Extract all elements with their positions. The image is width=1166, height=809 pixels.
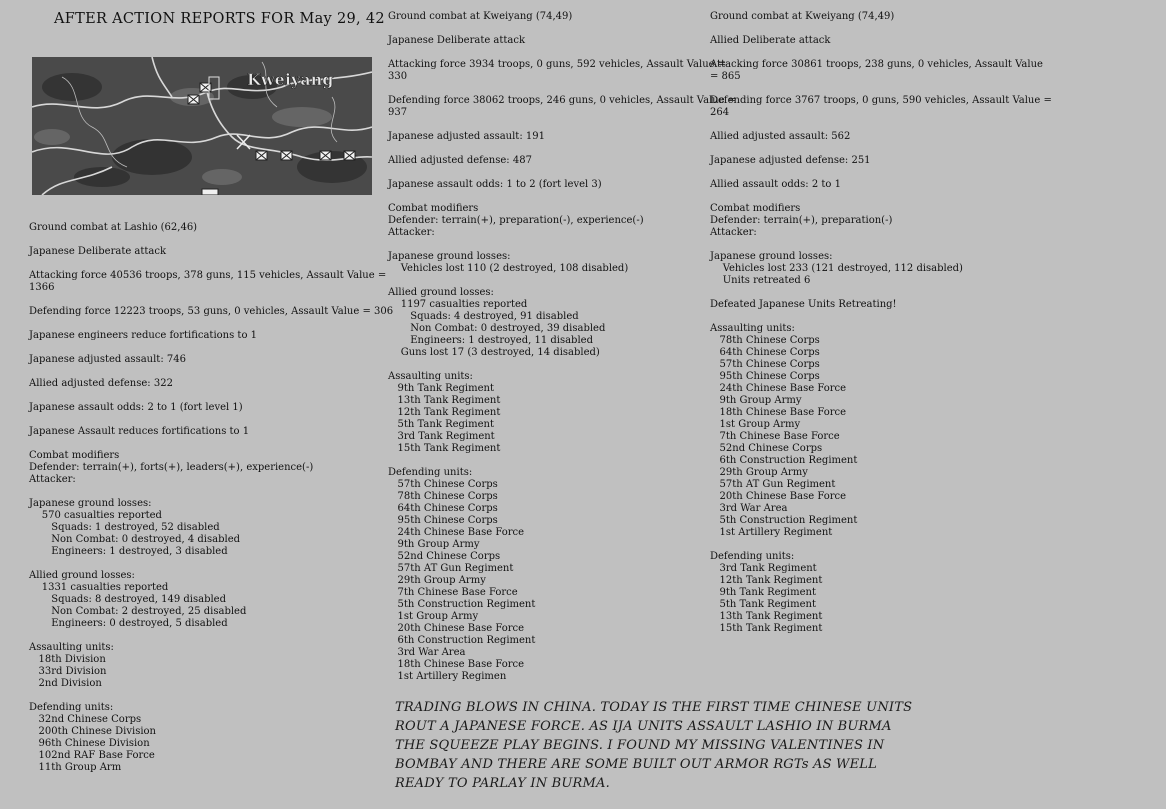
report-line: 1366 xyxy=(29,282,55,293)
report-line: 57th AT Gun Regiment xyxy=(388,563,514,574)
map-terrain xyxy=(32,57,372,195)
spacer xyxy=(710,287,1052,299)
report-line: 18th Chinese Base Force xyxy=(710,407,847,418)
report-line: 12th Tank Regiment xyxy=(388,407,501,418)
spacer xyxy=(710,47,1052,59)
report-line: 52nd Chinese Corps xyxy=(388,551,501,562)
report-line: Units retreated 6 xyxy=(710,275,811,286)
report-line: Japanese ground losses: xyxy=(710,251,833,262)
spacer xyxy=(710,539,1052,551)
report-line: Attacker: xyxy=(29,474,76,485)
report-line: 1st Group Army xyxy=(388,611,479,622)
report-line: Combat modifiers xyxy=(29,450,120,461)
report-line: 3rd War Area xyxy=(388,647,466,658)
report-line: Vehicles lost 233 (121 destroyed, 112 disabled) xyxy=(710,263,963,274)
spacer xyxy=(710,167,1052,179)
report-line: Defender: terrain(+), forts(+), leaders(+), experience(-) xyxy=(29,462,314,473)
report-line: 102nd RAF Base Force xyxy=(29,750,155,761)
spacer xyxy=(388,275,736,287)
report-line: 5th Tank Regiment xyxy=(710,599,816,610)
commentary-line: ROUT A JAPANESE FORCE. AS IJA UNITS ASSAULT LASHIO IN BURMA xyxy=(395,719,892,734)
spacer xyxy=(29,438,393,450)
report-line: 32nd Chinese Corps xyxy=(29,714,142,725)
player-commentary xyxy=(395,698,913,793)
report-line: Defending force 38062 troops, 246 guns, 0 vehicles, Assault Value = xyxy=(388,95,737,106)
spacer xyxy=(29,390,393,402)
report-line: Squads: 4 destroyed, 91 disabled xyxy=(388,311,579,322)
spacer xyxy=(388,23,736,35)
report-line: 1st Artillery Regiment xyxy=(710,527,833,538)
report-line: Combat modifiers xyxy=(710,203,801,214)
report-line: Japanese adjusted defense: 251 xyxy=(710,155,871,166)
report-line: 5th Construction Regiment xyxy=(388,599,536,610)
report-line: Allied Deliberate attack xyxy=(710,35,831,46)
report-line: 29th Group Army xyxy=(388,575,486,586)
report-line: 6th Construction Regiment xyxy=(710,455,858,466)
report-line: 9th Tank Regiment xyxy=(388,383,494,394)
report-line: Japanese adjusted assault: 191 xyxy=(388,131,545,142)
report-line: 9th Group Army xyxy=(710,395,802,406)
kweiyang-japanese-attack-report xyxy=(388,11,736,683)
report-line: Allied assault odds: 2 to 1 xyxy=(710,179,841,190)
report-line: Defending units: xyxy=(710,551,795,562)
report-line: Japanese ground losses: xyxy=(29,498,152,509)
spacer xyxy=(388,191,736,203)
report-line: Squads: 1 destroyed, 52 disabled xyxy=(29,522,220,533)
spacer xyxy=(388,143,736,155)
report-line: Engineers: 0 destroyed, 5 disabled xyxy=(29,618,228,629)
spacer xyxy=(29,630,393,642)
report-line: Attacker: xyxy=(710,227,757,238)
spacer xyxy=(29,690,393,702)
spacer xyxy=(388,83,736,95)
report-line: Japanese Assault reduces fortifications to 1 xyxy=(29,426,250,437)
commentary-line: THE SQUEEZE PLAY BEGINS. I FOUND MY MISSING VALENTINES IN xyxy=(395,738,885,753)
report-line: Assaulting units: xyxy=(388,371,473,382)
report-line: 96th Chinese Division xyxy=(29,738,150,749)
report-line: Japanese ground losses: xyxy=(388,251,511,262)
report-line: Engineers: 1 destroyed, 3 disabled xyxy=(29,546,228,557)
spacer xyxy=(29,258,393,270)
report-line: Attacking force 3934 troops, 0 guns, 592 vehicles, Assault Value = xyxy=(388,59,727,70)
report-line: 3rd Tank Regiment xyxy=(710,563,817,574)
report-line: Non Combat: 0 destroyed, 39 disabled xyxy=(388,323,606,334)
report-line: Ground combat at Lashio (62,46) xyxy=(29,222,198,233)
report-line: 57th Chinese Corps xyxy=(388,479,498,490)
report-line: Squads: 8 destroyed, 149 disabled xyxy=(29,594,227,605)
report-line: Engineers: 1 destroyed, 11 disabled xyxy=(388,335,593,346)
report-line: 57th Chinese Corps xyxy=(710,359,820,370)
report-line: 52nd Chinese Corps xyxy=(710,443,823,454)
report-line: Allied adjusted defense: 322 xyxy=(29,378,173,389)
report-line: 13th Tank Regiment xyxy=(388,395,501,406)
report-line: 5th Construction Regiment xyxy=(710,515,858,526)
report-line: Ground combat at Kweiyang (74,49) xyxy=(388,11,573,22)
kweiyang-allied-attack-report xyxy=(710,11,1052,635)
report-line: Defending units: xyxy=(29,702,114,713)
report-line: 24th Chinese Base Force xyxy=(710,383,847,394)
report-line: Japanese assault odds: 1 to 2 (fort level 3) xyxy=(388,179,602,190)
spacer xyxy=(29,318,393,330)
spacer xyxy=(29,486,393,498)
page-title: AFTER ACTION REPORTS FOR May 29, 42 xyxy=(54,11,385,27)
report-line: Attacking force 40536 troops, 378 guns, 115 vehicles, Assault Value = xyxy=(29,270,387,281)
spacer xyxy=(388,239,736,251)
report-line: Japanese assault odds: 2 to 1 (fort level 1) xyxy=(29,402,243,413)
spacer xyxy=(29,234,393,246)
report-line: 9th Group Army xyxy=(388,539,480,550)
report-line: = 865 xyxy=(710,71,741,82)
report-line: Combat modifiers xyxy=(388,203,479,214)
report-line: 330 xyxy=(388,71,408,82)
map-place-label: Kweiyang xyxy=(247,70,334,89)
report-line: Ground combat at Kweiyang (74,49) xyxy=(710,11,895,22)
report-line: 1st Artillery Regimen xyxy=(388,671,507,682)
report-line: 15th Tank Regiment xyxy=(710,623,823,634)
report-line: Allied ground losses: xyxy=(29,570,135,581)
report-line: 78th Chinese Corps xyxy=(388,491,498,502)
report-line: 78th Chinese Corps xyxy=(710,335,820,346)
spacer xyxy=(388,119,736,131)
report-line: Attacking force 30861 troops, 238 guns, 0 vehicles, Assault Value xyxy=(710,59,1043,70)
report-line: 6th Construction Regiment xyxy=(388,635,536,646)
report-line: 1st Group Army xyxy=(710,419,801,430)
report-line: 3rd Tank Regiment xyxy=(388,431,495,442)
spacer xyxy=(388,455,736,467)
report-line: Japanese Deliberate attack xyxy=(388,35,526,46)
report-line: 20th Chinese Base Force xyxy=(710,491,847,502)
report-line: 200th Chinese Division xyxy=(29,726,156,737)
report-line: 18th Chinese Base Force xyxy=(388,659,525,670)
battle-map[interactable] xyxy=(32,57,372,195)
spacer xyxy=(29,558,393,570)
report-line: Defending force 3767 troops, 0 guns, 590 vehicles, Assault Value = xyxy=(710,95,1052,106)
report-line: Vehicles lost 110 (2 destroyed, 108 disabled) xyxy=(388,263,629,274)
report-line: 9th Tank Regiment xyxy=(710,587,816,598)
lashio-combat-report xyxy=(29,222,393,774)
report-line: Allied adjusted assault: 562 xyxy=(710,131,851,142)
spacer xyxy=(710,119,1052,131)
report-line: 13th Tank Regiment xyxy=(710,611,823,622)
report-line: 7th Chinese Base Force xyxy=(710,431,840,442)
report-line: Japanese Deliberate attack xyxy=(29,246,167,257)
report-line: Japanese adjusted assault: 746 xyxy=(29,354,186,365)
spacer xyxy=(710,311,1052,323)
spacer xyxy=(710,191,1052,203)
report-line: Allied ground losses: xyxy=(388,287,494,298)
report-line: 95th Chinese Corps xyxy=(388,515,498,526)
report-line: 15th Tank Regiment xyxy=(388,443,501,454)
infantry-unit-icon xyxy=(202,189,218,195)
report-line: 2nd Division xyxy=(29,678,102,689)
spacer xyxy=(388,359,736,371)
report-line: Allied adjusted defense: 487 xyxy=(388,155,532,166)
report-line: Defender: terrain(+), preparation(-) xyxy=(710,215,893,226)
report-line: 11th Group Arm xyxy=(29,762,122,773)
commentary-line: READY TO PARLAY IN BURMA. xyxy=(395,776,610,791)
spacer xyxy=(710,143,1052,155)
report-line: 29th Group Army xyxy=(710,467,808,478)
report-line: 7th Chinese Base Force xyxy=(388,587,518,598)
report-line: 20th Chinese Base Force xyxy=(388,623,525,634)
report-line: 12th Tank Regiment xyxy=(710,575,823,586)
report-line: Attacker: xyxy=(388,227,435,238)
report-line: 57th AT Gun Regiment xyxy=(710,479,836,490)
report-line: Assaulting units: xyxy=(710,323,795,334)
spacer xyxy=(29,366,393,378)
spacer xyxy=(29,294,393,306)
spacer xyxy=(388,47,736,59)
commentary-line: TRADING BLOWS IN CHINA. TODAY IS THE FIRST TIME CHINESE UNITS xyxy=(395,700,913,715)
report-line: 18th Division xyxy=(29,654,106,665)
report-line: Defender: terrain(+), preparation(-), experience(-) xyxy=(388,215,644,226)
spacer xyxy=(29,414,393,426)
report-line: Assaulting units: xyxy=(29,642,114,653)
report-line: Defending units: xyxy=(388,467,473,478)
report-line: Guns lost 17 (3 destroyed, 14 disabled) xyxy=(388,347,600,358)
report-line: 1197 casualties reported xyxy=(388,299,528,310)
report-line: Non Combat: 0 destroyed, 4 disabled xyxy=(29,534,241,545)
report-line: 24th Chinese Base Force xyxy=(388,527,525,538)
report-line: 1331 casualties reported xyxy=(29,582,169,593)
report-line: 95th Chinese Corps xyxy=(710,371,820,382)
spacer xyxy=(710,23,1052,35)
report-line: 937 xyxy=(388,107,408,118)
report-line: Defending force 12223 troops, 53 guns, 0 vehicles, Assault Value = 306 xyxy=(29,306,394,317)
spacer xyxy=(388,167,736,179)
report-line: 64th Chinese Corps xyxy=(388,503,498,514)
report-line: Defeated Japanese Units Retreating! xyxy=(710,299,897,310)
report-line: 570 casualties reported xyxy=(29,510,162,521)
report-line: Non Combat: 2 destroyed, 25 disabled xyxy=(29,606,247,617)
spacer xyxy=(29,342,393,354)
report-line: 33rd Division xyxy=(29,666,107,677)
spacer xyxy=(710,83,1052,95)
commentary-line: BOMBAY AND THERE ARE SOME BUILT OUT ARMOR RGTs AS WELL xyxy=(395,757,877,772)
report-line: 5th Tank Regiment xyxy=(388,419,494,430)
report-line: Japanese engineers reduce fortifications to 1 xyxy=(29,330,258,341)
spacer xyxy=(710,239,1052,251)
report-line: 3rd War Area xyxy=(710,503,788,514)
report-line: 64th Chinese Corps xyxy=(710,347,820,358)
report-line: 264 xyxy=(710,107,730,118)
